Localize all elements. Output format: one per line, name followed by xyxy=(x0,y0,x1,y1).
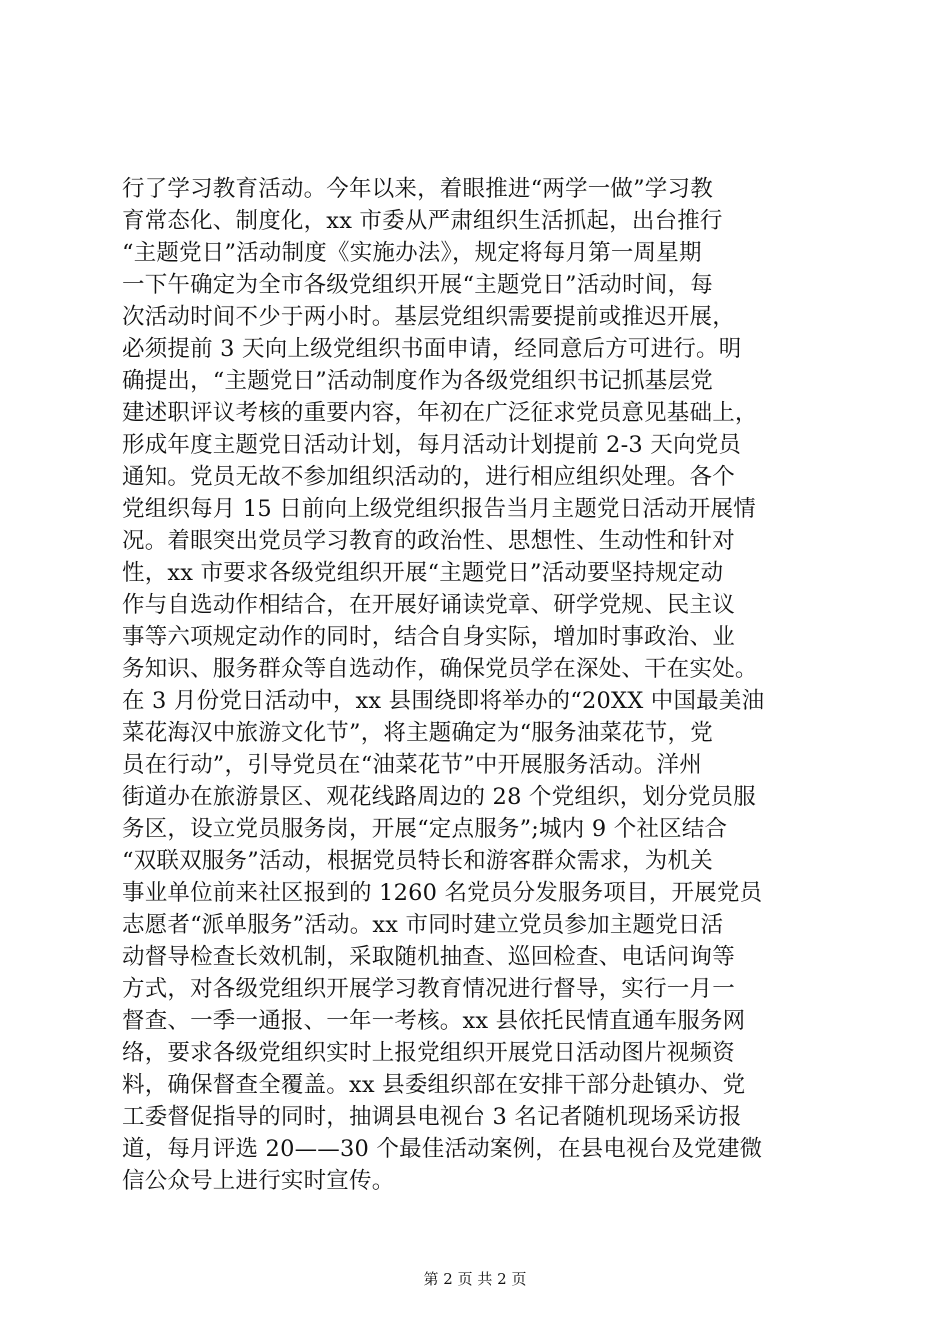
text-line: 志愿者“派单服务”活动。xx 市同时建立党员参加主题党日活 xyxy=(122,912,724,938)
text-line: “主题党日”活动制度《实施办法》，规定将每月第一周星期 xyxy=(122,240,702,266)
text-line: 员在行动”，引导党员在“油菜花节”中开展服务活动。洋州 xyxy=(122,752,702,778)
text-line: 务知识、服务群众等自选动作，确保党员学在深处、干在实处。 xyxy=(122,656,758,682)
text-line: 料，确保督查全覆盖。xx 县委组织部在安排干部分赴镇办、党 xyxy=(122,1072,746,1098)
text-line: 确提出，“主题党日”活动制度作为各级党组织书记抓基层党 xyxy=(122,368,713,394)
text-line: 党组织每月 15 日前向上级党组织报告当月主题党日活动开展情 xyxy=(122,496,756,522)
text-line: 建述职评议考核的重要内容，年初在广泛征求党员意见基础上， xyxy=(122,400,758,426)
text-line: “双联双服务”活动，根据党员特长和游客群众需求，为机关 xyxy=(122,848,713,874)
text-line: 事业单位前来社区报到的 1260 名党员分发服务项目，开展党员 xyxy=(122,880,763,906)
text-line: 道，每月评选 20——30 个最佳活动案例，在县电视台及党建微 xyxy=(122,1136,763,1162)
text-line: 行了学习教育活动。今年以来，着眼推进“两学一做”学习教 xyxy=(122,176,713,202)
text-line: 作与自选动作相结合，在开展好诵读党章、研学党规、民主议 xyxy=(122,592,735,618)
text-line: 一下午确定为全市各级党组织开展“主题党日”活动时间，每 xyxy=(122,272,713,298)
text-line: 育常态化、制度化，xx 市委从严肃组织生活抓起，出台推行 xyxy=(122,208,723,234)
text-line: 形成年度主题党日活动计划，每月活动计划提前 2-3 天向党员 xyxy=(122,432,742,458)
text-line: 况。着眼突出党员学习教育的政治性、思想性、生动性和针对 xyxy=(122,528,735,554)
text-line: 街道办在旅游景区、观花线路周边的 28 个党组织，划分党员服 xyxy=(122,784,756,810)
text-line: 必须提前 3 天向上级党组织书面申请，经同意后方可进行。明 xyxy=(122,336,742,362)
text-line: 务区，设立党员服务岗，开展“定点服务”;城内 9 个社区结合 xyxy=(122,816,728,842)
text-line: 菜花海汉中旅游文化节”，将主题确定为“服务油菜花节，党 xyxy=(122,720,713,746)
text-line: 工委督促指导的同时，抽调县电视台 3 名记者随机现场采访报 xyxy=(122,1104,742,1130)
text-line: 动督导检查长效机制，采取随机抽查、巡回检查、电话问询等 xyxy=(122,944,735,970)
text-line: 事等六项规定动作的同时，结合自身实际，增加时事政治、业 xyxy=(122,624,735,650)
text-line: 通知。党员无故不参加组织活动的，进行相应组织处理。各个 xyxy=(122,464,735,490)
text-line: 次活动时间不少于两小时。基层党组织需要提前或推迟开展， xyxy=(122,304,735,330)
text-line: 信公众号上进行实时宣传。 xyxy=(122,1168,395,1194)
text-line: 络，要求各级党组织实时上报党组织开展党日活动图片视频资 xyxy=(122,1040,735,1066)
text-line: 督查、一季一通报、一年一考核。xx 县依托民情直通车服务网 xyxy=(122,1008,746,1034)
text-line: 在 3 月份党日活动中，xx 县围绕即将举办的“20XX 中国最美油 xyxy=(122,688,765,714)
text-line: 性，xx 市要求各级党组织开展“主题党日”活动要坚持规定动 xyxy=(122,560,724,586)
body-paragraph xyxy=(122,173,842,1197)
text-line: 方式，对各级党组织开展学习教育情况进行督导，实行一月一 xyxy=(122,976,735,1002)
page-footer: 第 2 页 共 2 页 xyxy=(423,1270,527,1288)
